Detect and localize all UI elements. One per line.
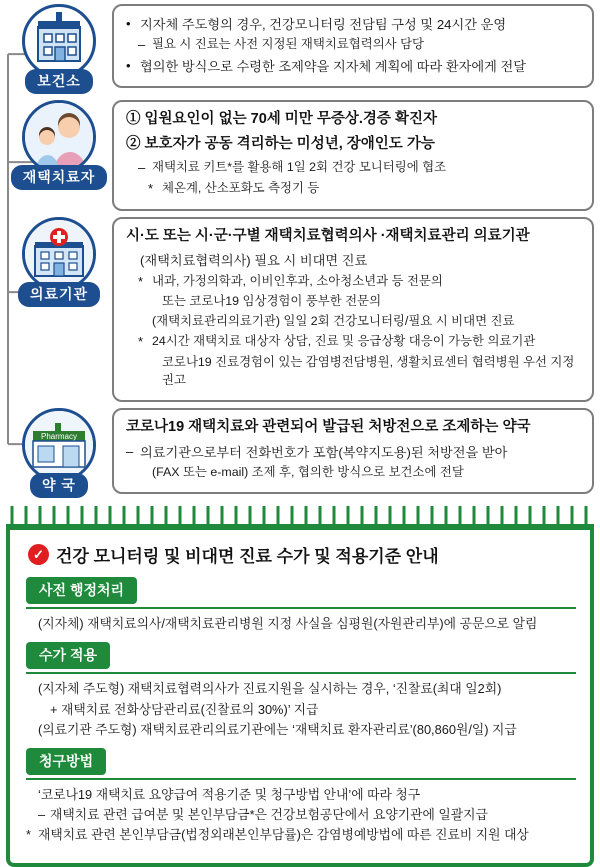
list-item (126, 36, 582, 55)
content-pharmacy (112, 408, 594, 494)
list-item (26, 825, 576, 844)
block-body (26, 607, 576, 633)
list-item-text: (재택치료협력의사) 필요 시 비대면 진료 (140, 253, 368, 269)
icon-col-health-center (6, 4, 112, 94)
pharmacy-icon (22, 408, 96, 482)
hospital-icon (22, 217, 96, 291)
list-item-text: ‘코로나19 재택치료 요양급여 적용기준 및 청구방법 안내’에 따라 청구 (38, 786, 421, 802)
list-item (126, 15, 582, 34)
panel-title: 건강 모니터링 및 비대면 진료 수가 및 적용기준 안내 (56, 547, 439, 567)
bullet: * (138, 273, 144, 289)
list-item-text: 재택치료 관련 본인부담금(법정외래본인부담률)은 감염병예방법에 따른 진료비 지원 대상 (38, 827, 529, 843)
list-item-text: 코로나19 진료경험이 있는 감염병전담병원, 생활치료센터 협력병원 우선 지정 권고 (162, 355, 575, 388)
list-item-text: 내과, 가정의학과, 이비인후과, 소아청소년과 등 전문의 (152, 273, 443, 288)
icon-col-pharmacy (6, 408, 112, 498)
list-item-text: 또는 코로나19 임상경험이 풍부한 전문의 (162, 294, 382, 309)
list-item (126, 180, 582, 199)
numbered-item (126, 135, 582, 155)
label-home-care-patient: 재택치료자 (11, 165, 108, 190)
block-claim-method (26, 748, 576, 845)
list-item-text: (지자체) 재택치료의사/재택치료관리병원 지정 사실을 심평원(자원관리부)에 공문으로 알림 (38, 616, 538, 632)
row-pharmacy (6, 408, 594, 498)
list-item (26, 614, 576, 633)
fringe-art (0, 504, 600, 530)
row-home-care-patient (6, 100, 594, 211)
block-heading: 사전 행정처리 (26, 577, 137, 604)
content-health-center (112, 4, 594, 88)
check-icon: ✓ (28, 544, 49, 565)
list-item-text: 재택치료 관련 급여분 및 본인부담금*은 건강보험공단에서 요양기관에 일괄지급 (50, 807, 488, 823)
row-medical-institution (6, 217, 594, 402)
content-home-care-patient (112, 100, 594, 211)
list-item-text: (지자체 주도형) 재택치료협력의사가 진료지원을 실시하는 경우, ‘진찰료(최대 일2회) (38, 681, 502, 697)
bullet: * (148, 180, 154, 196)
block-body (26, 778, 576, 845)
bullet: – (138, 160, 146, 176)
svg-text:Pharmacy: Pharmacy (40, 432, 78, 442)
list-item (126, 333, 582, 352)
list-item (126, 443, 582, 462)
bullet: * (138, 334, 144, 350)
label-medical-institution: 의료기관 (18, 282, 100, 307)
list-item (126, 313, 582, 331)
list-item (26, 720, 576, 739)
list-item (26, 805, 576, 824)
icon-col-medical-institution (6, 217, 112, 307)
list-item (26, 679, 576, 698)
panel-title-row (28, 542, 576, 567)
list-item-text: 체온계, 산소포화도 측정기 등 (162, 180, 320, 195)
list-item (26, 785, 576, 804)
health-center-icon (22, 4, 96, 78)
list-item-text: 의료기관으로부터 전화번호가 포함(복약지도용)된 처방전을 받아 (140, 444, 508, 460)
label-health-center: 보건소 (25, 69, 93, 94)
list-item-text: 필요 시 진료는 사전 지정된 재택치료협력의사 담당 (152, 37, 425, 52)
bullet: • (126, 16, 131, 31)
numbered-item-text: 입원요인이 없는 70세 미만 무증상.경증 확진자 (144, 111, 437, 127)
bullet: – (138, 37, 146, 53)
list-item (126, 57, 582, 76)
block-heading: 청구방법 (26, 748, 106, 775)
list-item (126, 159, 582, 178)
section-header: 시·도 또는 시·군·구별 재택치료협력의사 ·재택치료관리 의료기관 (126, 227, 530, 244)
list-item-text: 지자체 주도형의 경우, 건강모니터링 전담팀 구성 및 24시간 운영 (140, 17, 507, 32)
icon-col-home-care-patient (6, 100, 112, 190)
green-fringe-divider (0, 504, 600, 530)
row-health-center (6, 4, 594, 94)
home-care-patient-icon (22, 100, 96, 174)
list-item-text: + 재택치료 전화상담관리료(진찰료의 30%)’ 지급 (50, 701, 319, 717)
bullet: – (38, 807, 46, 823)
bullet: • (126, 57, 131, 73)
list-item-text: (재택치료관리의료기관) 일일 2회 건강모니터링/필요 시 비대면 진료 (152, 314, 515, 329)
label-pharmacy: 약 국 (30, 473, 88, 498)
list-item (126, 251, 582, 270)
list-item-text: 24시간 재택치료 대상자 상담, 진료 및 응급상황 대응이 가능한 의료기관 (152, 334, 536, 349)
block-fee-application (26, 642, 576, 739)
list-item (26, 700, 576, 719)
guideline-panel (6, 530, 594, 867)
marker: ① (126, 111, 141, 127)
list-item-text: (의료기관 주도형) 재택치료관리의료기관에는 ‘재택치료 환자관리료’(80,860원/일) 지급 (38, 721, 517, 737)
block-heading: 수가 적용 (26, 642, 110, 669)
block-pre-admin (26, 577, 576, 633)
bullet: – (126, 443, 134, 459)
block-body (26, 672, 576, 739)
content-medical-institution (112, 217, 594, 402)
list-item-text: (FAX 또는 e-mail) 조제 후, 협의한 방식으로 보건소에 전달 (152, 464, 464, 479)
list-item (126, 464, 582, 482)
bullet: * (26, 827, 31, 843)
marker: ② (126, 135, 141, 152)
list-item-text: 재택치료 키트*를 활용해 1일 2회 건강 모니터링에 협조 (152, 160, 447, 175)
list-item (126, 354, 582, 390)
numbered-item-text: 보호자가 공동 격리하는 미성년, 장애인도 가능 (144, 135, 435, 152)
list-item (126, 293, 582, 311)
section-header: 코로나19 재택치료와 관련되어 발급된 처방전으로 조제하는 약국 (126, 419, 531, 436)
list-item-text: 협의한 방식으로 수령한 조제약을 지자체 계획에 따라 환자에게 전달 (140, 58, 527, 74)
numbered-item (126, 110, 582, 130)
list-item (126, 273, 582, 292)
